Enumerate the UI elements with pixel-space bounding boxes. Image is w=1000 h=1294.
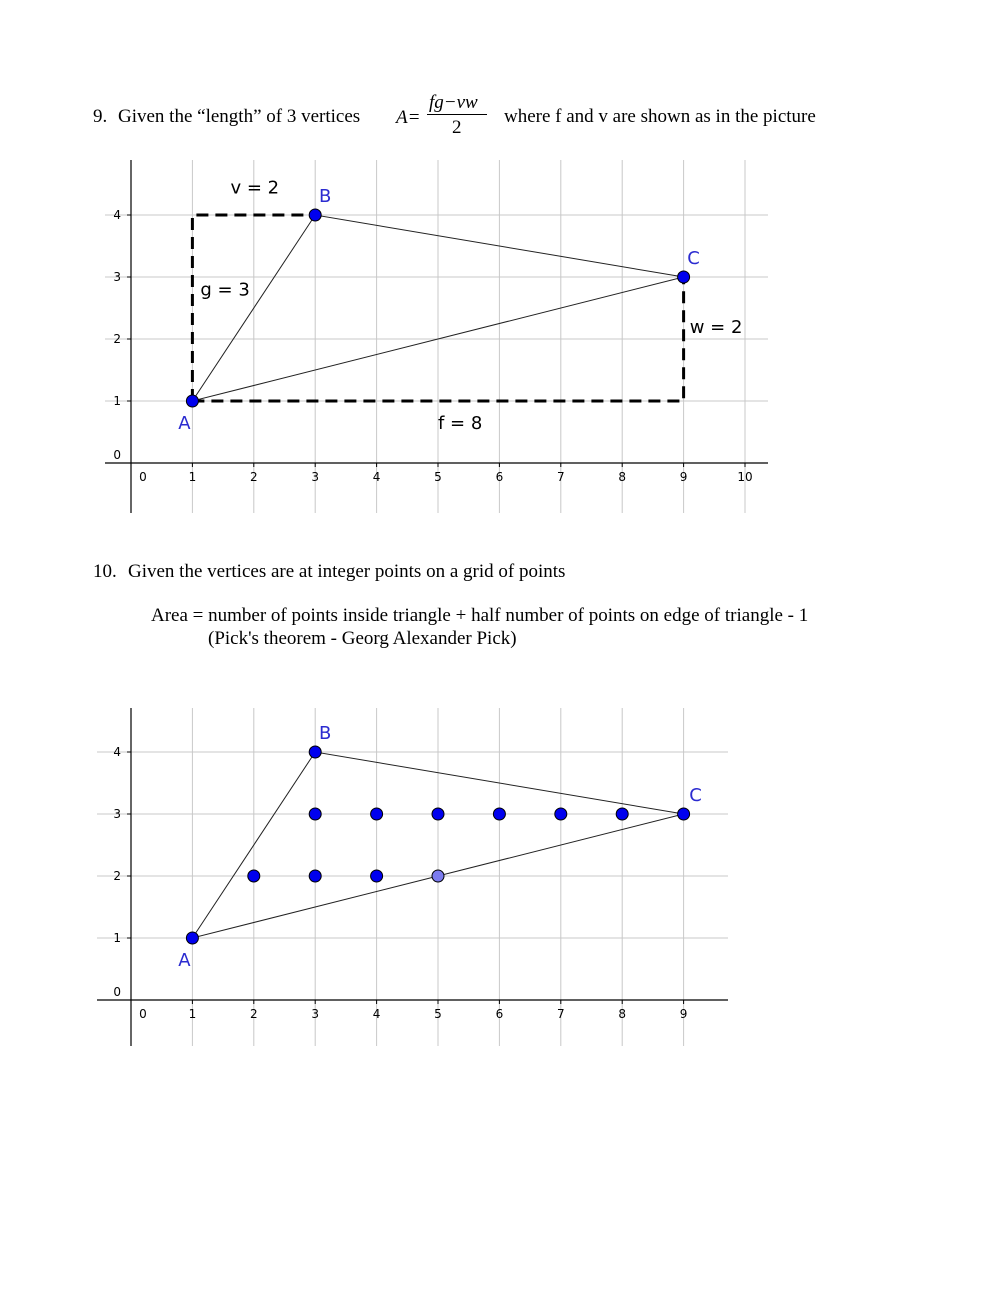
interior-lattice-point <box>371 870 383 882</box>
x-tick-label-1: 1 <box>188 1007 197 1021</box>
x-tick-label-7: 7 <box>556 470 565 484</box>
problem-10-text: Given the vertices are at integer points on a grid of points <box>128 561 566 582</box>
x-tick-label-0: 0 <box>139 1007 147 1021</box>
problem-9-number: 9. <box>93 106 108 127</box>
y-tick-label-2: 2 <box>113 332 121 346</box>
dimension-label-v: v = 2 <box>230 177 280 199</box>
problem-10-number: 10. <box>93 561 117 582</box>
y-tick-label-4: 4 <box>113 745 121 759</box>
interior-lattice-point <box>371 808 383 820</box>
vertex-label-a: A <box>178 950 191 971</box>
x-tick-label-3: 3 <box>311 470 320 484</box>
interior-lattice-point <box>309 808 321 820</box>
x-tick-label-5: 5 <box>434 470 442 484</box>
y-tick-label-3: 3 <box>113 270 121 284</box>
vertex-label-c: C <box>689 785 702 806</box>
x-tick-label-3: 3 <box>311 1007 320 1021</box>
y-tick-label-2: 2 <box>113 869 121 883</box>
dimension-label-f: f = 8 <box>438 412 483 434</box>
vertex-point-b <box>309 746 321 758</box>
y-tick-label-0: 0 <box>113 985 121 999</box>
x-tick-label-8: 8 <box>618 1007 627 1021</box>
y-tick-label-0: 0 <box>113 448 121 462</box>
interior-lattice-point <box>616 808 628 820</box>
interior-lattice-point <box>493 808 505 820</box>
formula-numerator: fg−vw <box>429 92 478 113</box>
x-tick-label-6: 6 <box>495 470 504 484</box>
x-tick-label-9: 9 <box>679 1007 688 1021</box>
dimension-label-w: w = 2 <box>689 316 743 338</box>
interior-lattice-point <box>555 808 567 820</box>
problem-9-text-after: where f and v are shown as in the picture <box>504 106 816 127</box>
pick-area-rule: Area = number of points inside triangle + half number of points on edge of triangle - 1 <box>151 605 809 626</box>
x-tick-label-10: 10 <box>737 470 753 484</box>
y-tick-label-4: 4 <box>113 208 121 222</box>
x-tick-label-5: 5 <box>434 1007 442 1021</box>
y-tick-label-1: 1 <box>113 394 121 408</box>
formula-denominator: 2 <box>452 117 462 138</box>
vertex-point-a <box>186 932 198 944</box>
interior-lattice-point <box>309 870 321 882</box>
x-tick-label-6: 6 <box>495 1007 504 1021</box>
y-tick-label-1: 1 <box>113 931 121 945</box>
vertex-label-c: C <box>687 248 700 269</box>
x-tick-label-2: 2 <box>249 1007 258 1021</box>
x-tick-label-4: 4 <box>372 470 381 484</box>
x-tick-label-2: 2 <box>249 470 258 484</box>
x-tick-label-4: 4 <box>372 1007 381 1021</box>
x-tick-label-8: 8 <box>618 470 627 484</box>
x-tick-label-0: 0 <box>139 470 147 484</box>
x-tick-label-9: 9 <box>679 470 688 484</box>
pick-theorem-citation: (Pick's theorem - Georg Alexander Pick) <box>208 628 517 649</box>
problem-9-text: Given the “length” of 3 vertices <box>118 106 361 127</box>
interior-lattice-point <box>432 808 444 820</box>
vertex-label-a: A <box>178 413 191 434</box>
vertex-label-b: B <box>319 186 332 207</box>
vertex-label-b: B <box>319 723 332 744</box>
x-tick-label-7: 7 <box>556 1007 565 1021</box>
interior-lattice-point <box>248 870 260 882</box>
x-tick-label-1: 1 <box>188 470 197 484</box>
dimension-label-g: g = 3 <box>200 279 250 301</box>
formula-lhs: A= <box>396 107 421 128</box>
y-tick-label-3: 3 <box>113 807 121 821</box>
vertex-point-c <box>678 808 690 820</box>
edge-lattice-point <box>432 870 444 882</box>
